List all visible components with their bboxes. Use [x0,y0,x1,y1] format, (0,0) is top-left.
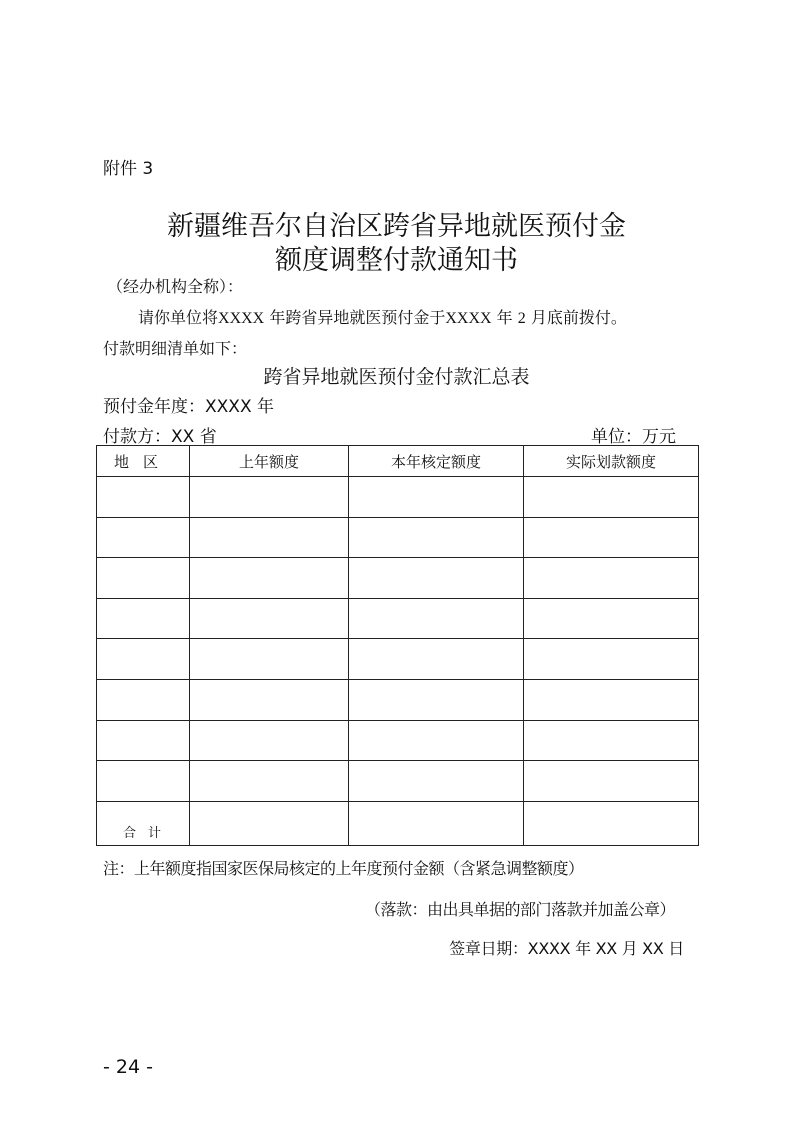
page-number: - 24 - [103,1056,153,1078]
table-cell [190,679,349,720]
attachment-label: 附件 3 [103,159,154,179]
table-cell [349,598,524,639]
summary-table-title: 跨省异地就医预付金付款汇总表 [263,366,530,388]
table-cell [349,801,524,846]
table-cell [349,517,524,558]
table-cell [190,477,349,518]
table-row [97,639,699,680]
table-total-row [97,801,699,846]
table-cell [349,761,524,802]
table-cell [97,598,190,639]
table-cell [97,679,190,720]
table-cell [524,477,699,518]
column-header-approved-quota: 本年核定额度 [349,446,524,477]
table-cell [190,761,349,802]
table-row [97,679,699,720]
table-cell [190,639,349,680]
unit-label: 单位：万元 [591,427,676,447]
body-mid2: 年 [496,308,513,327]
body-suffix: 月底前拨付。 [530,308,627,327]
document-title-line2: 额度调整付款通知书 [275,245,518,276]
column-header-region: 地区 [97,446,190,477]
table-row [97,598,699,639]
addressee: （经办机构全称）： [107,277,244,296]
table-row [97,761,699,802]
table-cell [524,517,699,558]
table-cell [97,720,190,761]
body-prefix: 请你单位将 [138,308,219,327]
prepayment-year: 预付金年度：XXXX 年 [103,397,274,417]
table-row [97,477,699,518]
table-cell [190,598,349,639]
table-cell [97,761,190,802]
table-cell [97,639,190,680]
body-year1: XXXX [218,310,265,327]
total-cell [97,801,190,846]
table-row [97,720,699,761]
column-header-last-year-quota: 上年额度 [190,446,349,477]
table-cell [349,558,524,599]
footnote: 注：上年额度指国家医保局核定的上年度预付金额（含紧急调整额度） [103,859,584,878]
notice-body [138,305,627,328]
table-cell [524,801,699,846]
table-cell [349,639,524,680]
table-cell [524,679,699,720]
table-cell [97,517,190,558]
table-cell [524,598,699,639]
body-mid: 年跨省异地就医预付金于 [269,308,446,327]
body-year2: XXXX [445,310,492,327]
table-cell [349,477,524,518]
payer: 付款方：XX 省 [103,427,217,447]
signature-date: 签章日期：XXXX 年 XX 月 XX 日 [449,939,684,958]
table-cell [190,517,349,558]
total-label: 合计 [122,826,173,842]
table-cell [524,720,699,761]
table-cell [524,761,699,802]
table-row [97,558,699,599]
table-cell [524,639,699,680]
table-cell [97,558,190,599]
table-cell [190,720,349,761]
table-cell [190,558,349,599]
signature-note: （落款：由出具单据的部门落款并加盖公章） [364,900,675,919]
column-header-actual-transfer: 实际划款额度 [524,446,699,477]
document-title-line1: 新疆维吾尔自治区跨省异地就医预付金 [167,211,626,242]
table-cell [524,558,699,599]
table-row [97,517,699,558]
table-cell [349,720,524,761]
table-cell [190,801,349,846]
list-intro: 付款明细清单如下： [103,339,248,358]
summary-table [96,445,699,846]
table-header-row [97,446,699,477]
table-cell [97,477,190,518]
body-month: 2 [517,310,526,327]
table-cell [349,679,524,720]
